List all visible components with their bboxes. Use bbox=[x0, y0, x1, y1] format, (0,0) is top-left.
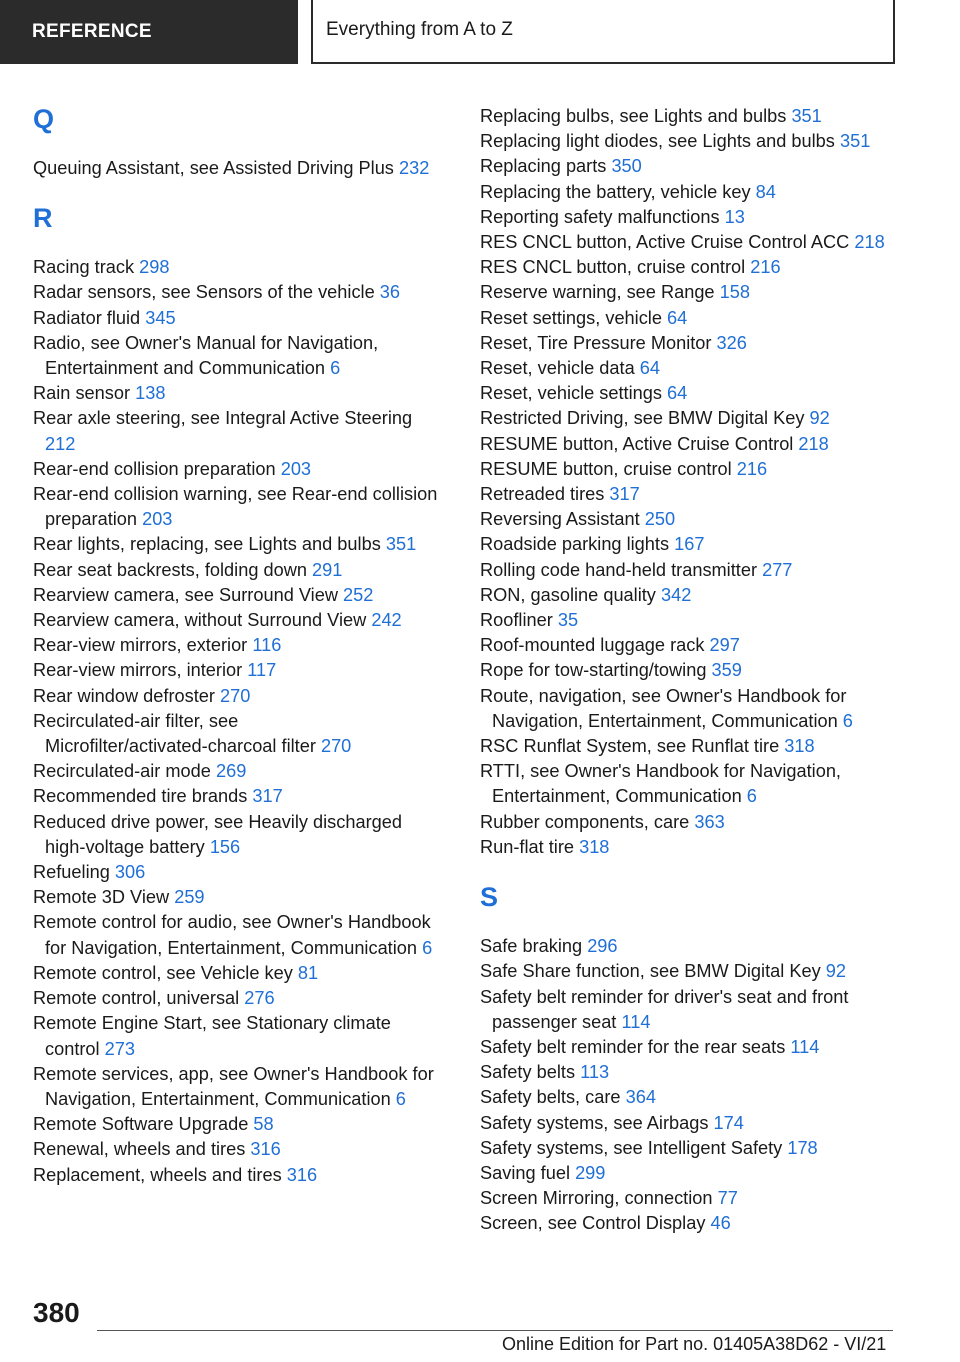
page-reference-link[interactable]: 298 bbox=[139, 257, 170, 278]
page-reference-link[interactable]: 317 bbox=[609, 484, 640, 505]
index-entry bbox=[480, 255, 900, 280]
page-reference-link[interactable]: 84 bbox=[755, 181, 776, 202]
index-letter-heading: R bbox=[33, 203, 53, 234]
index-entry bbox=[480, 230, 900, 255]
index-entry bbox=[33, 910, 443, 960]
page-reference-link[interactable]: 158 bbox=[719, 282, 750, 303]
index-entry-text: Remote Engine Start, see Stationary climate control bbox=[33, 1013, 391, 1059]
index-entry bbox=[33, 306, 443, 331]
index-column-right bbox=[480, 104, 900, 1237]
page-reference-link[interactable]: 92 bbox=[825, 961, 846, 982]
chapter-tab: Everything from A to Z bbox=[311, 0, 895, 64]
page-reference-link[interactable]: 297 bbox=[709, 635, 740, 656]
index-entry bbox=[480, 1085, 900, 1110]
page-reference-link[interactable]: 277 bbox=[762, 559, 793, 580]
page-reference-link[interactable]: 77 bbox=[717, 1188, 738, 1209]
index-entry bbox=[480, 734, 900, 759]
page-reference-link[interactable]: 46 bbox=[710, 1213, 731, 1234]
page-reference-link[interactable]: 252 bbox=[343, 584, 374, 605]
index-entry-text: Reset settings, vehicle bbox=[480, 307, 662, 328]
index-entry-text: RESUME button, Active Cruise Control bbox=[480, 433, 794, 454]
index-entry-text: Safety belts bbox=[480, 1062, 576, 1083]
index-entry bbox=[480, 658, 900, 683]
index-entry-text: Queuing Assistant, see Assisted Driving Plus bbox=[33, 158, 394, 178]
index-entry bbox=[480, 356, 900, 381]
page-reference-link[interactable]: 218 bbox=[854, 232, 885, 253]
index-entry bbox=[33, 810, 443, 860]
index-entry-text: Refueling bbox=[33, 862, 110, 883]
page-reference-link[interactable]: 316 bbox=[250, 1139, 281, 1160]
index-entry-text: RESUME button, cruise control bbox=[480, 458, 732, 479]
index-entry bbox=[33, 381, 443, 406]
index-entry-text: Saving fuel bbox=[480, 1162, 570, 1183]
index-entry bbox=[480, 306, 900, 331]
index-entry bbox=[480, 934, 900, 959]
page-reference-link[interactable]: 216 bbox=[750, 257, 781, 278]
index-entry-text: Racing track bbox=[33, 257, 135, 278]
index-entry bbox=[33, 961, 443, 986]
footer-divider bbox=[97, 1330, 893, 1331]
index-entry bbox=[480, 507, 900, 532]
index-entry bbox=[33, 532, 443, 557]
index-entry-text: Rearview camera, see Surround View bbox=[33, 584, 338, 605]
page-reference-link[interactable]: 216 bbox=[736, 458, 768, 479]
index-entry bbox=[33, 759, 443, 784]
page-reference-link[interactable]: 273 bbox=[104, 1038, 136, 1059]
index-entry-text: RES CNCL button, Active Cruise Control ACC bbox=[480, 232, 850, 253]
page-reference-link[interactable]: 35 bbox=[557, 610, 579, 631]
page-reference-link[interactable]: 250 bbox=[644, 509, 676, 530]
index-entry-text: Safe Share function, see BMW Digital Key bbox=[480, 961, 821, 982]
index-entry-text: Reset, vehicle settings bbox=[480, 383, 662, 404]
page-reference-link[interactable]: 156 bbox=[209, 836, 241, 857]
page-reference-link[interactable]: 270 bbox=[220, 685, 251, 706]
index-entry-text: RSC Runflat System, see Runflat tire bbox=[480, 736, 780, 757]
index-entry bbox=[33, 633, 443, 658]
index-entry-text: Safety belt reminder for driver's seat and front passenger seat bbox=[480, 986, 849, 1032]
page-reference-link[interactable]: 218 bbox=[798, 433, 829, 454]
page-reference-link[interactable]: 203 bbox=[142, 509, 173, 530]
page-reference-link[interactable]: 13 bbox=[724, 206, 745, 227]
index-entry-text: Rear lights, replacing, see Lights and bulbs bbox=[33, 534, 381, 555]
index-entry-text: Safety belt reminder for the rear seats bbox=[480, 1036, 786, 1057]
index-entry bbox=[33, 1112, 443, 1137]
index-entry bbox=[33, 1137, 443, 1162]
page-reference-link[interactable]: 351 bbox=[839, 131, 871, 152]
index-entry-text: RTTI, see Owner's Handbook for Navigation, Entertainment, Communication bbox=[480, 761, 841, 807]
index-entry bbox=[480, 1035, 900, 1060]
index-entry bbox=[480, 835, 900, 860]
index-entry-text: Remote services, app, see Owner's Handbook for Navigation, Entertainment, Communication bbox=[33, 1063, 434, 1109]
index-entry-text: Safety belts, care bbox=[480, 1087, 621, 1108]
index-entry bbox=[480, 1161, 900, 1186]
index-entry-text: Rear‑view mirrors, interior bbox=[33, 660, 243, 681]
index-entry bbox=[480, 280, 900, 305]
page-reference-link[interactable]: 318 bbox=[579, 836, 610, 857]
page-reference-link[interactable]: 64 bbox=[667, 383, 688, 404]
page-reference-link[interactable]: 113 bbox=[580, 1062, 610, 1083]
index-entry bbox=[33, 1062, 443, 1112]
index-entry bbox=[480, 154, 900, 179]
index-entry bbox=[480, 608, 900, 633]
page-reference-link[interactable]: 6 bbox=[842, 710, 853, 731]
index-entry-text: Rearview camera, without Surround View bbox=[33, 610, 367, 631]
index-entry-text: Restricted Driving, see BMW Digital Key bbox=[480, 408, 805, 429]
index-entry bbox=[33, 280, 443, 305]
index-entry bbox=[480, 482, 900, 507]
index-entry bbox=[480, 558, 900, 583]
page-reference-link[interactable]: 364 bbox=[625, 1087, 656, 1108]
index-entry bbox=[33, 709, 443, 759]
index-entry-text: Radio, see Owner's Manual for Navigation, Entertainment and Communication bbox=[33, 332, 379, 379]
index-entry bbox=[33, 457, 443, 482]
index-entry bbox=[480, 1136, 900, 1161]
page-reference-link[interactable]: 259 bbox=[174, 887, 205, 908]
index-entry-text: Screen, see Control Display bbox=[480, 1213, 706, 1234]
page-reference-link[interactable]: 114 bbox=[621, 1011, 651, 1032]
page-reference-link[interactable]: 296 bbox=[587, 936, 618, 957]
index-entry-text: Screen Mirroring, connection bbox=[480, 1188, 713, 1209]
index-entry bbox=[480, 759, 900, 809]
page-reference-link[interactable]: 138 bbox=[135, 383, 166, 404]
index-entry-text: Rear‑view mirrors, exterior bbox=[33, 635, 248, 656]
index-entry bbox=[33, 658, 443, 683]
page-reference-link[interactable]: 58 bbox=[253, 1114, 274, 1135]
index-entry bbox=[33, 156, 443, 181]
page-reference-link[interactable]: 363 bbox=[694, 811, 725, 832]
page-reference-link[interactable]: 167 bbox=[674, 534, 705, 555]
page-reference-link[interactable]: 345 bbox=[145, 307, 176, 328]
index-entry bbox=[33, 860, 443, 885]
page-reference-link[interactable]: 316 bbox=[286, 1164, 318, 1185]
index-entry-text: Reset, vehicle data bbox=[480, 358, 635, 379]
index-entry bbox=[480, 1211, 900, 1236]
index-entry-text: Replacing parts bbox=[480, 156, 607, 177]
page-reference-link[interactable]: 116 bbox=[252, 635, 282, 656]
index-entry-text: Renewal, wheels and tires bbox=[33, 1139, 246, 1160]
page-reference-link[interactable]: 269 bbox=[215, 761, 247, 782]
index-entry-text: Reset, Tire Pressure Monitor bbox=[480, 332, 712, 353]
index-entry-text: Rubber components, care bbox=[480, 811, 690, 832]
index-entry bbox=[33, 784, 443, 809]
index-entry-text: Rear seat backrests, folding down bbox=[33, 559, 307, 580]
page-reference-link[interactable]: 270 bbox=[320, 736, 352, 757]
page-reference-link[interactable]: 351 bbox=[385, 534, 417, 555]
page-reference-link[interactable]: 6 bbox=[746, 786, 757, 807]
index-entry-text: RES CNCL button, cruise control bbox=[480, 257, 746, 278]
page-reference-link[interactable]: 299 bbox=[575, 1162, 606, 1183]
index-entry bbox=[33, 1163, 443, 1188]
page-reference-link[interactable]: 212 bbox=[45, 433, 76, 454]
index-entry-text: Remote 3D View bbox=[33, 887, 170, 908]
page-reference-link[interactable]: 81 bbox=[297, 962, 319, 983]
page-header bbox=[0, 0, 960, 66]
index-entry-text: Reduced drive power, see Heavily discharged high‑voltage battery bbox=[33, 811, 403, 857]
index-entry bbox=[480, 331, 900, 356]
index-entry bbox=[480, 985, 900, 1035]
index-entry bbox=[480, 1186, 900, 1211]
section-tab: REFERENCE bbox=[0, 0, 298, 64]
index-entry bbox=[480, 684, 900, 734]
page-reference-link[interactable]: 178 bbox=[787, 1137, 818, 1158]
index-entry bbox=[33, 255, 443, 280]
index-entry bbox=[33, 885, 443, 910]
index-entry-text: Run‑flat tire bbox=[480, 836, 575, 857]
page-reference-link[interactable]: 232 bbox=[398, 158, 430, 178]
index-entry-text: Safe braking bbox=[480, 936, 583, 957]
page-reference-link[interactable]: 64 bbox=[667, 307, 688, 328]
page-reference-link[interactable]: 318 bbox=[784, 736, 815, 757]
index-entry-text: Rain sensor bbox=[33, 383, 131, 404]
index-column-left bbox=[33, 104, 443, 1188]
index-entry bbox=[480, 406, 900, 431]
index-entry-text: Remote control for audio, see Owner's Handbook for Navigation, Entertainment, Communication bbox=[33, 912, 431, 958]
index-letter-heading: S bbox=[480, 882, 499, 913]
index-entry bbox=[33, 331, 443, 381]
index-entry bbox=[480, 129, 900, 154]
index-entry-text: Recommended tire brands bbox=[33, 786, 248, 807]
index-entry-text: Radiator fluid bbox=[33, 307, 141, 328]
index-entry-text: Safety systems, see Airbags bbox=[480, 1112, 709, 1133]
index-entry-text: Rope for tow‑starting/towing bbox=[480, 660, 707, 681]
page-number: 380 bbox=[33, 1297, 80, 1328]
index-entry-text: Radar sensors, see Sensors of the vehicle bbox=[33, 282, 375, 303]
index-entry-text: Recirculated‑air mode bbox=[33, 761, 211, 782]
index-entry-text: Replacement, wheels and tires bbox=[33, 1164, 282, 1185]
index-entry-text: Remote control, universal bbox=[33, 988, 240, 1009]
page-reference-link[interactable]: 242 bbox=[371, 610, 402, 631]
page-reference-link[interactable]: 306 bbox=[114, 862, 146, 883]
index-entry bbox=[480, 633, 900, 658]
index-entry bbox=[480, 432, 900, 457]
index-entry-text: Replacing bulbs, see Lights and bulbs bbox=[480, 106, 787, 126]
page-reference-link[interactable]: 351 bbox=[791, 106, 822, 126]
index-entry bbox=[480, 180, 900, 205]
index-entry-text: Recirculated‑air filter, see Microfilter/activated‑charcoal filter bbox=[33, 710, 316, 757]
page-reference-link[interactable]: 276 bbox=[244, 988, 275, 1009]
index-entry-text: Rear window defroster bbox=[33, 685, 215, 706]
page-reference-link[interactable]: 6 bbox=[395, 1088, 406, 1109]
index-entry bbox=[480, 104, 900, 129]
page-reference-link[interactable]: 114 bbox=[790, 1036, 820, 1057]
index-entry-text: Remote Software Upgrade bbox=[33, 1114, 249, 1135]
index-entry-text: Roofliner bbox=[480, 610, 553, 631]
index-entry bbox=[33, 684, 443, 709]
index-entry bbox=[33, 986, 443, 1011]
index-entry-text: Retreaded tires bbox=[480, 484, 605, 505]
page-reference-link[interactable]: 174 bbox=[713, 1112, 744, 1133]
page-reference-link[interactable]: 326 bbox=[716, 332, 747, 353]
index-entry-text: Route, navigation, see Owner's Handbook for Navigation, Entertainment, Communication bbox=[480, 685, 847, 731]
index-entry bbox=[33, 608, 443, 633]
index-entry-text: Remote control, see Vehicle key bbox=[33, 962, 293, 983]
page-reference-link[interactable]: 350 bbox=[611, 156, 642, 177]
page-reference-link[interactable]: 317 bbox=[252, 786, 283, 807]
index-entry bbox=[33, 583, 443, 608]
index-entry bbox=[33, 558, 443, 583]
index-entry-text: Rear‑end collision warning, see Rear‑end collision preparation bbox=[33, 484, 438, 530]
page-reference-link[interactable]: 342 bbox=[660, 584, 692, 605]
index-entry-text: Replacing light diodes, see Lights and bulbs bbox=[480, 131, 835, 152]
page-reference-link[interactable]: 64 bbox=[639, 358, 660, 379]
index-entry-text: Roadside parking lights bbox=[480, 534, 670, 555]
index-entry bbox=[33, 406, 443, 456]
index-entry bbox=[480, 1111, 900, 1136]
index-entry bbox=[480, 959, 900, 984]
index-entry-text: Reversing Assistant bbox=[480, 509, 640, 530]
index-entry-text: Reserve warning, see Range bbox=[480, 282, 715, 303]
index-letter-heading: Q bbox=[33, 104, 55, 134]
index-entry-text: Roof‑mounted luggage rack bbox=[480, 635, 705, 656]
index-entry bbox=[480, 810, 900, 835]
page-reference-link[interactable]: 203 bbox=[280, 458, 312, 479]
index-entry bbox=[33, 482, 443, 532]
index-entry-text: Rear axle steering, see Integral Active Steering bbox=[33, 408, 413, 429]
index-entry bbox=[33, 1011, 443, 1061]
edition-note: Online Edition for Part no. 01405A38D62 - VI/21 bbox=[502, 1334, 887, 1354]
index-entry bbox=[480, 583, 900, 608]
index-entry-text: RON, gasoline quality bbox=[480, 584, 656, 605]
index-entry bbox=[480, 457, 900, 482]
index-entry-text: Replacing the battery, vehicle key bbox=[480, 181, 751, 202]
index-entry-text: Rear‑end collision preparation bbox=[33, 458, 276, 479]
page-reference-link[interactable]: 291 bbox=[312, 559, 343, 580]
page-reference-link[interactable]: 6 bbox=[422, 937, 433, 958]
index-entry-text: Reporting safety malfunctions bbox=[480, 206, 720, 227]
page-reference-link[interactable]: 92 bbox=[809, 408, 830, 429]
page-reference-link[interactable]: 359 bbox=[711, 660, 742, 681]
index-entry-text: Rolling code hand‑held transmitter bbox=[480, 559, 758, 580]
index-entry bbox=[480, 381, 900, 406]
page-reference-link[interactable]: 36 bbox=[379, 282, 400, 303]
index-entry bbox=[480, 205, 900, 230]
index-entry bbox=[480, 1060, 900, 1085]
index-entry-text: Safety systems, see Intelligent Safety bbox=[480, 1137, 783, 1158]
page-reference-link[interactable]: 117 bbox=[247, 660, 277, 681]
page-reference-link[interactable]: 6 bbox=[330, 358, 341, 379]
index-entry bbox=[480, 532, 900, 557]
